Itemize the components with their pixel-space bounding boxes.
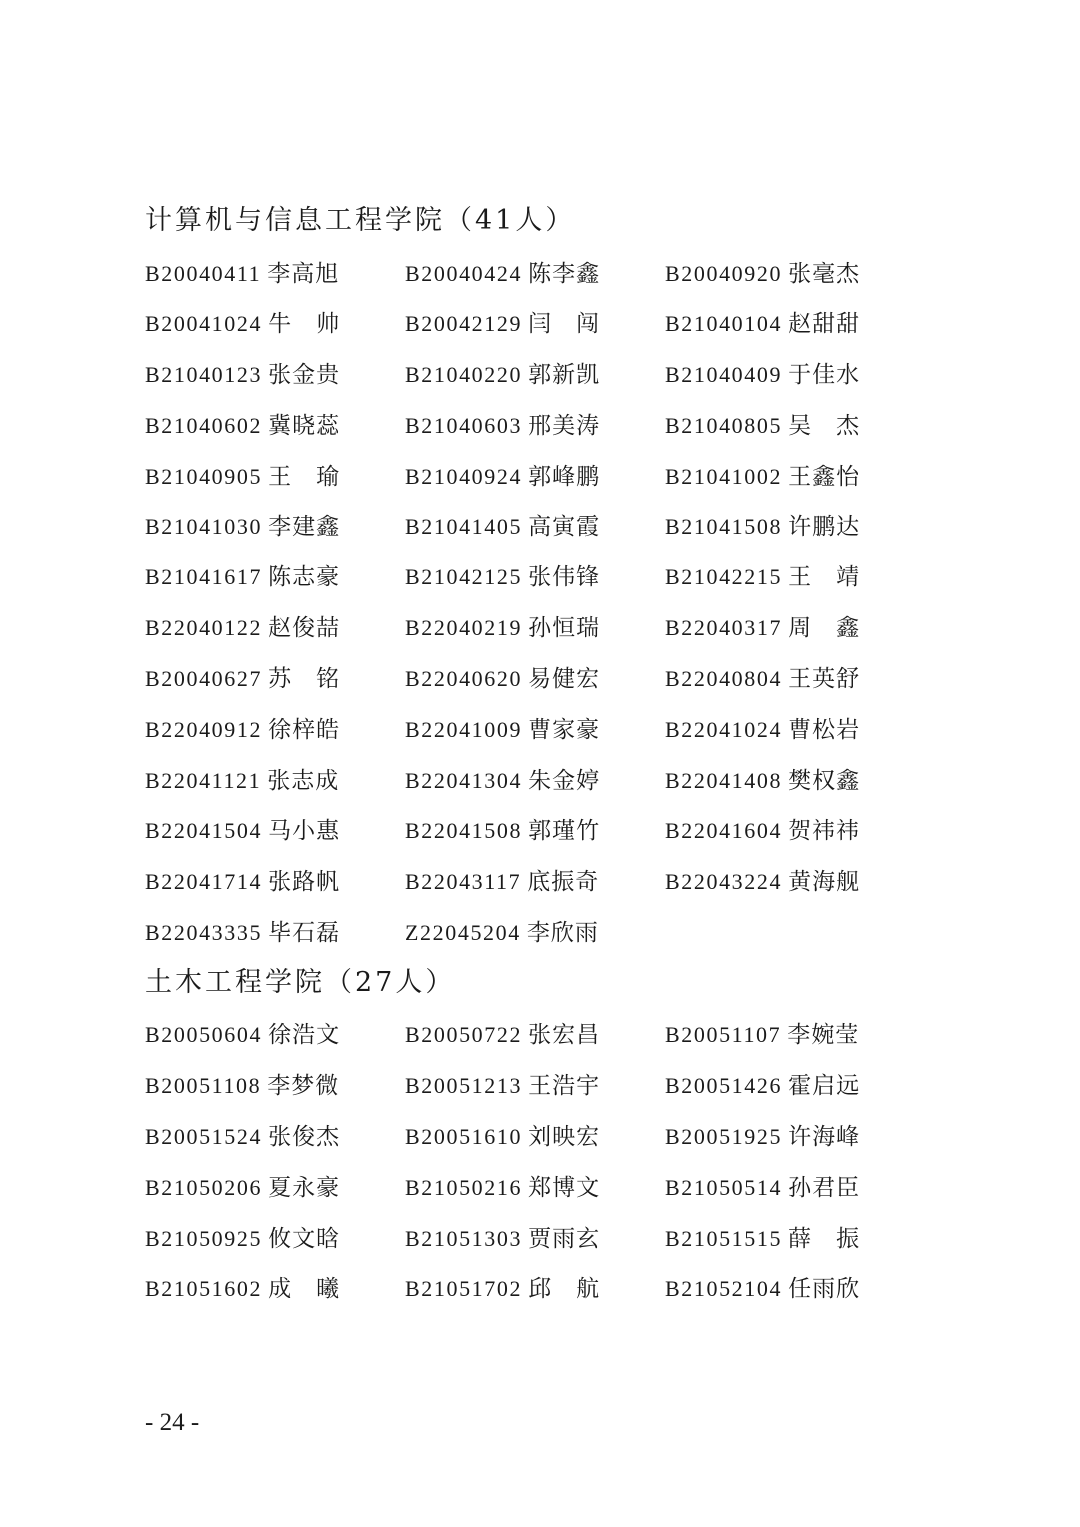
student-name: 张宏昌 bbox=[528, 1022, 601, 1048]
student-name: 周鑫 bbox=[788, 615, 861, 641]
student-row bbox=[145, 816, 945, 846]
student-entry bbox=[665, 562, 860, 592]
student-id: B21052104 bbox=[665, 1276, 783, 1301]
student-entry bbox=[145, 867, 340, 897]
student-id: B20040424 bbox=[405, 261, 523, 286]
student-id: B20041024 bbox=[145, 311, 263, 336]
student-row bbox=[145, 462, 945, 492]
student-id: B22041714 bbox=[145, 869, 263, 894]
student-id: B22040219 bbox=[405, 615, 523, 640]
student-name: 曹松岩 bbox=[788, 717, 861, 743]
student-entry bbox=[405, 715, 600, 745]
student-id: B22041121 bbox=[145, 768, 262, 793]
student-id: B20050722 bbox=[405, 1022, 523, 1047]
student-entry bbox=[405, 867, 599, 897]
student-id: B21040409 bbox=[665, 362, 783, 387]
student-entry bbox=[145, 512, 340, 542]
student-name: 高寅霞 bbox=[528, 514, 601, 540]
student-name: 李婉莹 bbox=[787, 1022, 860, 1048]
student-entry bbox=[665, 1122, 860, 1152]
student-entry bbox=[665, 715, 860, 745]
student-id: B21040924 bbox=[405, 464, 523, 489]
student-entry bbox=[665, 309, 860, 339]
section-title: 计算机与信息工程学院（41人） bbox=[145, 205, 576, 236]
student-id: B21042215 bbox=[665, 564, 783, 589]
section-title: 土木工程学院（27人） bbox=[145, 967, 456, 998]
student-name: 张毫杰 bbox=[788, 261, 861, 287]
student-entry bbox=[145, 1071, 339, 1101]
student-row bbox=[145, 613, 945, 643]
student-entry bbox=[145, 1274, 340, 1304]
student-entry bbox=[665, 766, 860, 796]
student-id: B22041408 bbox=[665, 768, 783, 793]
student-entry bbox=[665, 259, 860, 289]
student-entry bbox=[665, 867, 860, 897]
student-id: B21051702 bbox=[405, 1276, 523, 1301]
student-row bbox=[145, 1224, 945, 1254]
student-name: 许鹏达 bbox=[788, 514, 861, 540]
student-name: 郭峰鹏 bbox=[528, 464, 601, 490]
student-name: 郭瑾竹 bbox=[528, 818, 601, 844]
student-name: 底振奇 bbox=[527, 869, 600, 895]
student-name: 张伟锋 bbox=[528, 564, 601, 590]
student-name: 曹家豪 bbox=[528, 717, 601, 743]
student-id: B20040411 bbox=[145, 261, 262, 286]
student-row bbox=[145, 867, 945, 897]
student-entry bbox=[405, 1071, 600, 1101]
student-entry bbox=[665, 411, 860, 441]
student-name: 贾雨玄 bbox=[528, 1226, 601, 1252]
student-name: 贺祎祎 bbox=[788, 818, 861, 844]
student-id: B21040123 bbox=[145, 362, 263, 387]
student-entry bbox=[665, 816, 860, 846]
student-id: B20051610 bbox=[405, 1124, 523, 1149]
student-entry bbox=[665, 613, 860, 643]
student-name: 郭新凯 bbox=[528, 362, 601, 388]
student-row bbox=[145, 309, 945, 339]
student-name: 夏永豪 bbox=[268, 1175, 341, 1201]
student-entry bbox=[145, 918, 340, 948]
student-name: 成曦 bbox=[268, 1276, 341, 1302]
student-entry bbox=[405, 259, 600, 289]
student-name: 郑博文 bbox=[528, 1175, 601, 1201]
student-name: 张金贵 bbox=[268, 362, 341, 388]
student-name: 王英舒 bbox=[788, 666, 861, 692]
student-name: 薛振 bbox=[788, 1226, 861, 1252]
student-id: B21051515 bbox=[665, 1226, 783, 1251]
student-entry bbox=[405, 766, 600, 796]
student-entry bbox=[145, 613, 340, 643]
student-name: 陈志豪 bbox=[268, 564, 341, 590]
student-id: B21040603 bbox=[405, 413, 523, 438]
student-name: 冀晓蕊 bbox=[268, 413, 341, 439]
student-entry bbox=[145, 411, 340, 441]
student-entry bbox=[405, 1173, 600, 1203]
student-row bbox=[145, 1173, 945, 1203]
student-row bbox=[145, 1071, 945, 1101]
student-name: 马小惠 bbox=[268, 818, 341, 844]
student-entry bbox=[145, 1122, 340, 1152]
student-entry bbox=[405, 664, 600, 694]
student-name: 闫闯 bbox=[528, 311, 601, 337]
student-id: B22041009 bbox=[405, 717, 523, 742]
student-name: 李建鑫 bbox=[268, 514, 341, 540]
student-id: B20051426 bbox=[665, 1073, 783, 1098]
student-name: 徐浩文 bbox=[268, 1022, 341, 1048]
student-id: B21041030 bbox=[145, 514, 263, 539]
student-entry bbox=[665, 664, 860, 694]
student-entry bbox=[405, 816, 600, 846]
student-name: 张路帆 bbox=[268, 869, 341, 895]
student-entry bbox=[405, 462, 600, 492]
student-row bbox=[145, 512, 945, 542]
student-id: B22041508 bbox=[405, 818, 523, 843]
student-name: 李欣雨 bbox=[526, 920, 599, 946]
student-name: 牛帅 bbox=[268, 311, 341, 337]
student-name: 任雨欣 bbox=[788, 1276, 861, 1302]
student-name: 王瑜 bbox=[268, 464, 341, 490]
student-name: 李梦微 bbox=[267, 1073, 340, 1099]
student-name: 王鑫怡 bbox=[788, 464, 861, 490]
student-name: 攸文晗 bbox=[268, 1226, 341, 1252]
student-id: B21041508 bbox=[665, 514, 783, 539]
student-name: 邢美涛 bbox=[528, 413, 601, 439]
student-id: B22041024 bbox=[665, 717, 783, 742]
student-id: B21051303 bbox=[405, 1226, 523, 1251]
student-name: 张俊杰 bbox=[268, 1124, 341, 1150]
student-entry bbox=[665, 1071, 860, 1101]
student-entry bbox=[145, 1224, 340, 1254]
student-entry bbox=[145, 664, 340, 694]
student-name: 孙恒瑞 bbox=[528, 615, 601, 641]
student-row bbox=[145, 562, 945, 592]
student-id: B20051213 bbox=[405, 1073, 523, 1098]
student-row bbox=[145, 259, 945, 289]
student-entry bbox=[405, 512, 600, 542]
student-name: 王浩宇 bbox=[528, 1073, 601, 1099]
student-name: 吴杰 bbox=[788, 413, 861, 439]
student-id: B22040912 bbox=[145, 717, 263, 742]
student-id: B21050925 bbox=[145, 1226, 263, 1251]
student-name: 陈李鑫 bbox=[528, 261, 601, 287]
student-id: B21051602 bbox=[145, 1276, 263, 1301]
student-entry bbox=[665, 1173, 860, 1203]
student-entry bbox=[145, 1173, 340, 1203]
student-id: B22041604 bbox=[665, 818, 783, 843]
student-name: 孙君臣 bbox=[788, 1175, 861, 1201]
student-entry bbox=[145, 259, 339, 289]
student-id: B20040920 bbox=[665, 261, 783, 286]
student-id: B22040317 bbox=[665, 615, 783, 640]
student-id: B20040627 bbox=[145, 666, 263, 691]
student-entry bbox=[665, 1274, 860, 1304]
student-row bbox=[145, 411, 945, 441]
student-row bbox=[145, 1274, 945, 1304]
student-id: B21042125 bbox=[405, 564, 523, 589]
student-name: 徐梓皓 bbox=[268, 717, 341, 743]
student-name: 许海峰 bbox=[788, 1124, 861, 1150]
student-entry bbox=[405, 613, 600, 643]
student-row bbox=[145, 1122, 945, 1152]
student-name: 毕石磊 bbox=[268, 920, 341, 946]
student-name: 赵甜甜 bbox=[788, 311, 861, 337]
student-id: B21040602 bbox=[145, 413, 263, 438]
student-row bbox=[145, 766, 945, 796]
student-id: Z22045204 bbox=[405, 920, 521, 945]
student-entry bbox=[665, 360, 860, 390]
student-id: B21040805 bbox=[665, 413, 783, 438]
student-id: B20050604 bbox=[145, 1022, 263, 1047]
student-name: 张志成 bbox=[267, 768, 340, 794]
student-entry bbox=[405, 562, 600, 592]
student-entry bbox=[405, 1122, 600, 1152]
student-id: B22040122 bbox=[145, 615, 263, 640]
student-name: 易健宏 bbox=[528, 666, 601, 692]
student-row bbox=[145, 1020, 945, 1050]
student-id: B22043117 bbox=[405, 869, 522, 894]
student-id: B20051107 bbox=[665, 1022, 782, 1047]
student-id: B21041617 bbox=[145, 564, 263, 589]
student-id: B21050206 bbox=[145, 1175, 263, 1200]
student-name: 黄海舰 bbox=[788, 869, 861, 895]
student-name: 邱航 bbox=[528, 1276, 601, 1302]
student-id: B21040104 bbox=[665, 311, 783, 336]
student-id: B20051108 bbox=[145, 1073, 262, 1098]
student-row bbox=[145, 664, 945, 694]
student-id: B21041405 bbox=[405, 514, 523, 539]
student-entry bbox=[665, 1224, 860, 1254]
student-entry bbox=[145, 766, 339, 796]
student-entry bbox=[405, 1020, 600, 1050]
student-id: B22040620 bbox=[405, 666, 523, 691]
student-entry bbox=[145, 462, 340, 492]
student-id: B21050216 bbox=[405, 1175, 523, 1200]
student-name: 李高旭 bbox=[267, 261, 340, 287]
student-id: B21040905 bbox=[145, 464, 263, 489]
student-entry bbox=[405, 360, 600, 390]
student-id: B21041002 bbox=[665, 464, 783, 489]
student-entry bbox=[405, 309, 600, 339]
student-entry bbox=[665, 512, 860, 542]
student-entry bbox=[405, 918, 599, 948]
student-entry bbox=[405, 411, 600, 441]
student-row bbox=[145, 918, 945, 948]
student-name: 王靖 bbox=[788, 564, 861, 590]
student-entry bbox=[145, 715, 340, 745]
student-name: 朱金婷 bbox=[528, 768, 601, 794]
student-name: 刘映宏 bbox=[528, 1124, 601, 1150]
student-id: B22043335 bbox=[145, 920, 263, 945]
student-id: B21050514 bbox=[665, 1175, 783, 1200]
student-entry bbox=[145, 816, 340, 846]
student-row bbox=[145, 360, 945, 390]
student-entry bbox=[665, 1020, 859, 1050]
student-name: 霍启远 bbox=[788, 1073, 861, 1099]
student-name: 赵俊喆 bbox=[268, 615, 341, 641]
student-entry bbox=[145, 360, 340, 390]
student-id: B22041304 bbox=[405, 768, 523, 793]
student-entry bbox=[405, 1274, 600, 1304]
student-id: B22041504 bbox=[145, 818, 263, 843]
student-name: 于佳水 bbox=[788, 362, 861, 388]
student-entry bbox=[665, 462, 860, 492]
student-entry bbox=[405, 1224, 600, 1254]
student-id: B21040220 bbox=[405, 362, 523, 387]
student-id: B20051925 bbox=[665, 1124, 783, 1149]
student-id: B20042129 bbox=[405, 311, 523, 336]
student-id: B20051524 bbox=[145, 1124, 263, 1149]
page-number: - 24 - bbox=[145, 1409, 200, 1436]
student-id: B22043224 bbox=[665, 869, 783, 894]
student-name: 樊权鑫 bbox=[788, 768, 861, 794]
student-row bbox=[145, 715, 945, 745]
student-name: 苏铭 bbox=[268, 666, 341, 692]
student-entry bbox=[145, 1020, 340, 1050]
student-id: B22040804 bbox=[665, 666, 783, 691]
student-entry bbox=[145, 562, 340, 592]
student-entry bbox=[145, 309, 340, 339]
